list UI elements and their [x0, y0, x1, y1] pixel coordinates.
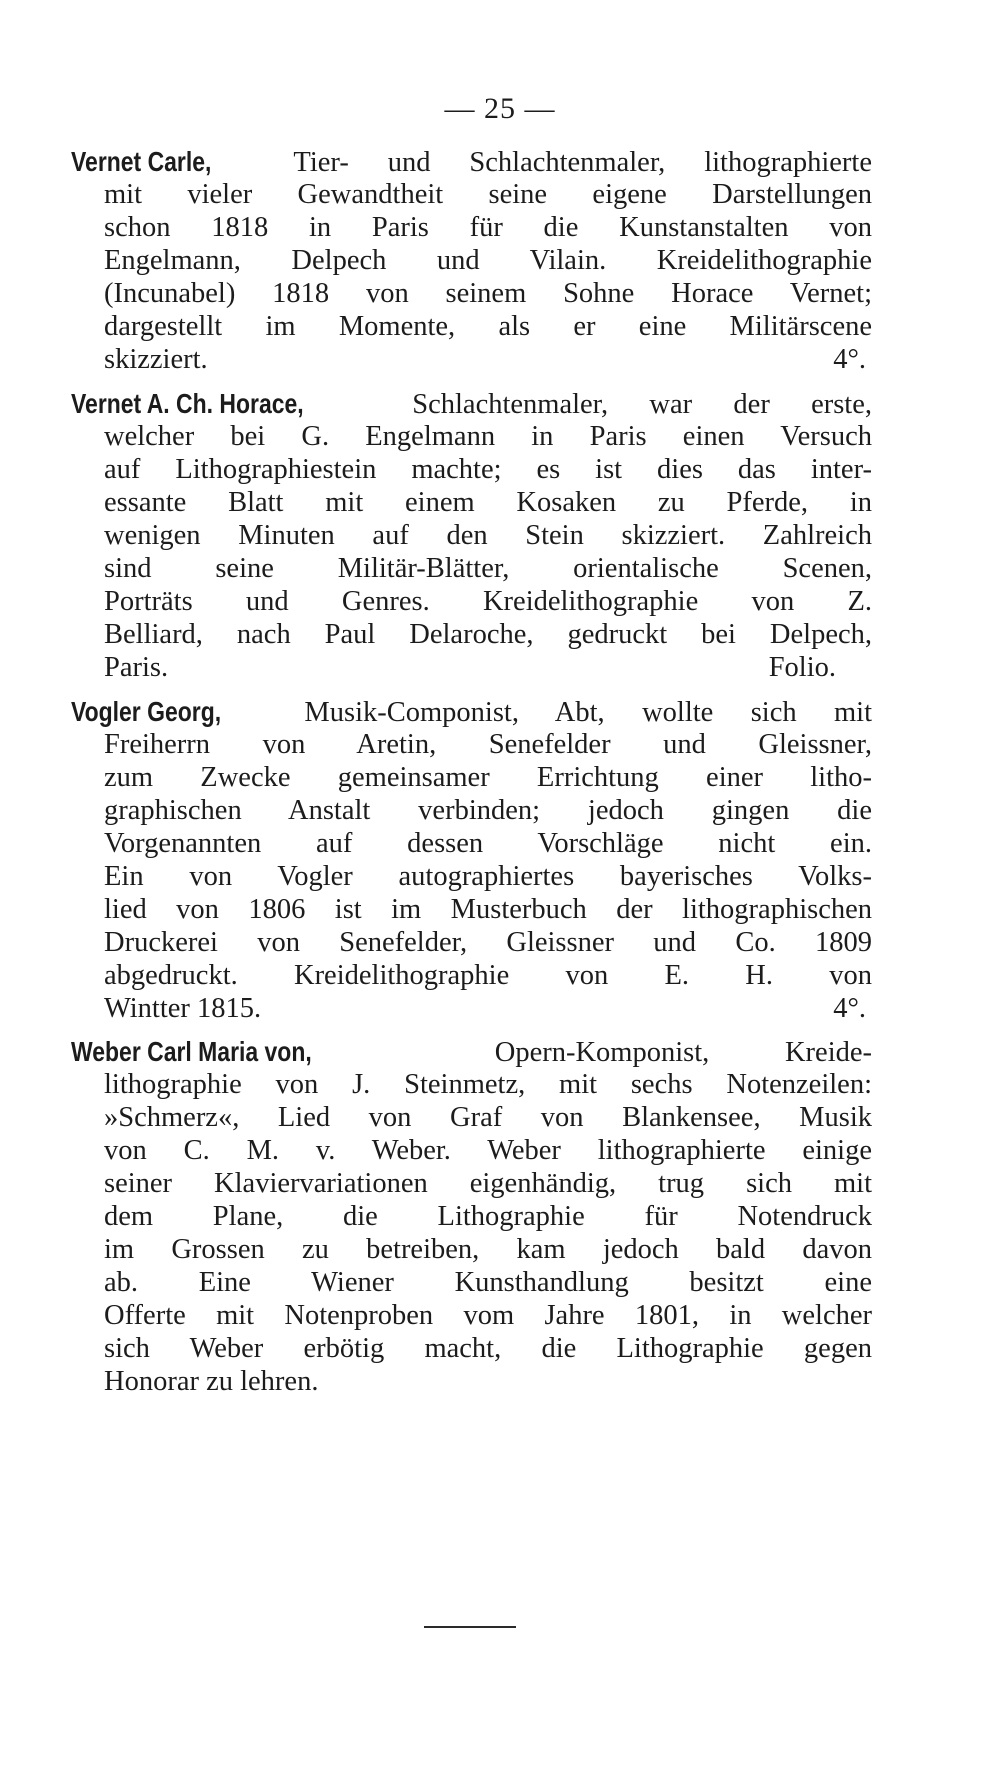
format-label: 4°. [833, 344, 866, 375]
entry-last-line [104, 341, 872, 378]
entry-headword: Weber Carl Maria von, [71, 1036, 312, 1067]
entry-text-line: im Grossen zu betreiben, kam jedoch bald davon [104, 1234, 872, 1265]
end-divider-rule [424, 1626, 516, 1628]
format-label: Folio. [768, 652, 836, 683]
entry-text-line: Ein von Vogler autographiertes bayerisches Volks- [104, 861, 872, 892]
entry-text-line: Belliard, nach Paul Delaroche, gedruckt bei Delpech, [104, 619, 872, 650]
entry-text-line: graphischen Anstalt verbinden; jedoch gingen die [104, 795, 872, 826]
entry-last-line [104, 649, 872, 686]
entry-text-line: Offerte mit Notenproben vom Jahre 1801, in welcher [104, 1300, 872, 1331]
entry-text-line: skizziert. [104, 344, 208, 375]
entry-text-line: dargestellt im Momente, als er eine Militärscene [104, 311, 872, 342]
entry-text-line: Tier- und Schlachtenmaler, lithographierte [293, 147, 872, 178]
page-header [0, 92, 1000, 132]
entry-headword: Vernet A. Ch. Horace, [71, 388, 304, 419]
entry-text-line: (Incunabel) 1818 von seinem Sohne Horace Vernet; [104, 278, 872, 309]
entry-text-line: mit vieler Gewandtheit seine eigene Darstellungen [104, 179, 872, 210]
format-label: 4°. [833, 993, 866, 1024]
entry-headword: Vogler Georg, [71, 696, 222, 727]
entry-text-line: Vorgenannten auf dessen Vorschläge nicht ein. [104, 828, 872, 859]
entry-text-line: wenigen Minuten auf den Stein skizziert. Zahlreich [104, 520, 872, 551]
entry-text-line: Schlachtenmaler, war der erste, [412, 389, 872, 420]
entry-text-line: sich Weber erbötig macht, die Lithographie gegen [104, 1333, 872, 1364]
entry-text-line: »Schmerz«, Lied von Graf von Blankensee, Musik [104, 1102, 872, 1133]
entry-text-line: seiner Klaviervariationen eigenhändig, trug sich mit [104, 1168, 872, 1199]
entry-text-line: welcher bei G. Engelmann in Paris einen Versuch [104, 421, 872, 452]
entry-first-line [71, 693, 872, 730]
entry-text-line: Engelmann, Delpech und Vilain. Kreidelithographie [104, 245, 872, 276]
entry-text-line: lithographie von J. Steinmetz, mit sechs Notenzeilen: [104, 1069, 872, 1100]
entry-text-line: Porträts und Genres. Kreidelithographie von Z. [104, 586, 872, 617]
entry-last-line [104, 990, 872, 1027]
entry-text-line: Opern-Komponist, Kreide- [494, 1037, 873, 1068]
entry-text-line: Musik-Componist, Abt, wollte sich mit [304, 697, 873, 728]
entry-text-line: Wintter 1815. [104, 993, 262, 1024]
entry-text-line: Paris. [104, 652, 169, 683]
entry-text-line: zum Zwecke gemeinsamer Errichtung einer litho- [104, 762, 872, 793]
entry-text-line: dem Plane, die Lithographie für Notendruck [104, 1201, 872, 1232]
entry-text-line: ab. Eine Wiener Kunsthandlung besitzt eine [104, 1267, 872, 1298]
entry-text-line: Druckerei von Senefelder, Gleissner und Co. 1809 [104, 927, 872, 958]
entry-first-line [71, 1033, 872, 1070]
entry-text-line: Freiherrn von Aretin, Senefelder und Gleissner, [104, 729, 872, 760]
entry-headword: Vernet Carle, [71, 146, 212, 177]
entry-text-line: sind seine Militär-Blätter, orientalische Scenen, [104, 553, 872, 584]
entry-first-line [71, 143, 872, 180]
entry-text-line: von C. M. v. Weber. Weber lithographierte einige [104, 1135, 872, 1166]
entry-text-line: schon 1818 in Paris für die Kunstanstalten von [104, 212, 872, 243]
entry-text-line: lied von 1806 ist im Musterbuch der lithographischen [104, 894, 872, 925]
entry-text-line: auf Lithographiestein machte; es ist dies das inter- [104, 454, 872, 485]
entry-text-line: abgedruckt. Kreidelithographie von E. H. von [104, 960, 872, 991]
entry-first-line [71, 385, 872, 422]
page-number: — 25 — [444, 92, 556, 125]
entry-text-line: Honorar zu lehren. [104, 1366, 319, 1397]
entry-text-line: essante Blatt mit einem Kosaken zu Pferde, in [104, 487, 872, 518]
